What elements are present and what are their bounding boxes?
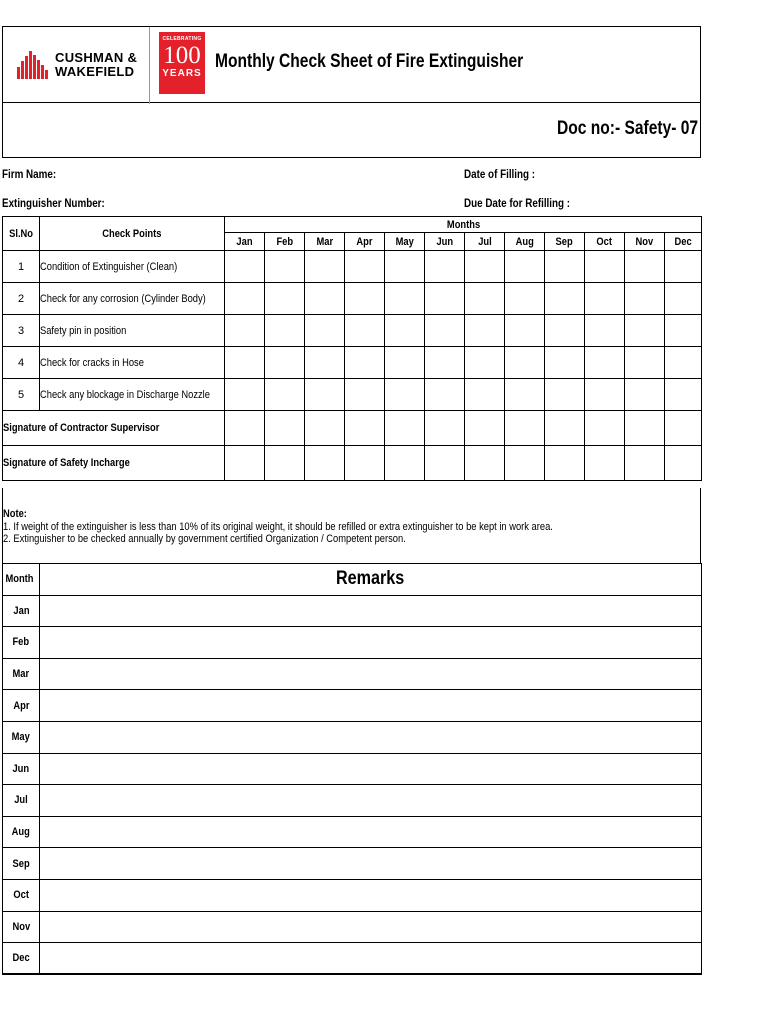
signature-cell[interactable]	[585, 411, 625, 446]
signature-cell[interactable]	[625, 411, 665, 446]
check-point-text: Condition of Extinguisher (Clean)	[40, 251, 225, 283]
note-section	[2, 488, 701, 564]
remarks-row	[3, 658, 702, 690]
month-header: Nov	[625, 233, 665, 251]
month-header: Feb	[265, 233, 305, 251]
logo-line1: CUSHMAN &	[55, 50, 138, 65]
check-cell[interactable]	[545, 347, 585, 379]
remarks-row	[3, 753, 702, 785]
check-cell[interactable]	[585, 251, 625, 283]
slno-header: Sl.No	[3, 217, 40, 251]
remarks-row	[3, 879, 702, 911]
remarks-month: Jun	[3, 753, 40, 785]
remarks-month-header: Month	[3, 564, 40, 596]
signature-cell[interactable]	[265, 411, 305, 446]
remarks-cell[interactable]	[40, 785, 702, 817]
check-cell[interactable]	[545, 379, 585, 411]
remarks-cell[interactable]	[40, 627, 702, 659]
row-number: 5	[3, 379, 40, 411]
check-cell[interactable]	[345, 379, 385, 411]
due-date-label: Due Date for Refilling :	[464, 196, 571, 210]
signature-cell[interactable]	[585, 446, 625, 481]
remarks-heading: Remarks	[40, 564, 702, 596]
centenary-badge	[159, 32, 205, 94]
check-cell[interactable]	[665, 251, 702, 283]
signature-cell[interactable]	[425, 446, 465, 481]
check-cell[interactable]	[625, 251, 665, 283]
note-line-1: 1. If weight of the extinguisher is less than 10% of its original weight, it should be refilled or extra extinguisher to be kept in work area.	[3, 520, 553, 533]
check-cell[interactable]	[305, 283, 345, 315]
check-cell[interactable]	[225, 347, 265, 379]
months-header: Months	[225, 217, 702, 233]
check-row	[3, 379, 702, 411]
firm-name-label: Firm Name:	[2, 167, 57, 181]
remarks-row	[3, 721, 702, 753]
remarks-month: Nov	[3, 911, 40, 943]
remarks-month: Mar	[3, 658, 40, 690]
note-heading: Note:	[3, 508, 27, 520]
check-cell[interactable]	[425, 379, 465, 411]
check-cell[interactable]	[305, 347, 345, 379]
remarks-row	[3, 848, 702, 880]
check-cell[interactable]	[265, 283, 305, 315]
check-cell[interactable]	[345, 283, 385, 315]
remarks-cell[interactable]	[40, 595, 702, 627]
remarks-month: Dec	[3, 943, 40, 975]
remarks-month: Apr	[3, 690, 40, 722]
check-cell[interactable]	[225, 315, 265, 347]
cushman-wakefield-logo	[15, 39, 145, 89]
check-cell[interactable]	[545, 315, 585, 347]
month-header: May	[385, 233, 425, 251]
signature-cell[interactable]	[625, 446, 665, 481]
check-cell[interactable]	[665, 379, 702, 411]
check-cell[interactable]	[265, 347, 305, 379]
check-cell[interactable]	[465, 315, 505, 347]
remarks-cell[interactable]	[40, 658, 702, 690]
check-cell[interactable]	[345, 315, 385, 347]
remarks-cell[interactable]	[40, 690, 702, 722]
check-point-text: Check for cracks in Hose	[40, 347, 225, 379]
signature-cell[interactable]	[385, 446, 425, 481]
check-point-text: Safety pin in position	[40, 315, 225, 347]
remarks-cell[interactable]	[40, 816, 702, 848]
safety-signature-label: Signature of Safety Incharge	[3, 446, 225, 481]
month-header: Dec	[665, 233, 702, 251]
check-cell[interactable]	[505, 347, 545, 379]
signature-cell[interactable]	[345, 446, 385, 481]
row-number: 2	[3, 283, 40, 315]
remarks-row	[3, 595, 702, 627]
remarks-month: Jan	[3, 595, 40, 627]
header-divider	[149, 27, 150, 104]
header	[2, 26, 701, 103]
check-cell[interactable]	[585, 283, 625, 315]
month-header: Aug	[505, 233, 545, 251]
check-cell[interactable]	[305, 379, 345, 411]
check-cell[interactable]	[305, 251, 345, 283]
check-cell[interactable]	[545, 283, 585, 315]
remarks-cell[interactable]	[40, 753, 702, 785]
check-cell[interactable]	[425, 283, 465, 315]
check-point-text: Check any blockage in Discharge Nozzle	[40, 379, 225, 411]
row-number: 1	[3, 251, 40, 283]
signature-cell[interactable]	[505, 446, 545, 481]
badge-number: 100	[163, 42, 201, 69]
check-cell[interactable]	[225, 283, 265, 315]
check-cell[interactable]	[625, 283, 665, 315]
check-row	[3, 283, 702, 315]
check-cell[interactable]	[385, 315, 425, 347]
signature-cell[interactable]	[465, 411, 505, 446]
remarks-row	[3, 690, 702, 722]
extinguisher-number-label: Extinguisher Number:	[2, 196, 105, 210]
signature-cell[interactable]	[225, 446, 265, 481]
check-row	[3, 315, 702, 347]
doc-number-row	[2, 103, 701, 158]
check-row	[3, 251, 702, 283]
remarks-month: Oct	[3, 879, 40, 911]
check-row	[3, 347, 702, 379]
signature-cell[interactable]	[345, 411, 385, 446]
page-title: Monthly Check Sheet of Fire Extinguisher	[215, 51, 524, 72]
check-cell[interactable]	[225, 379, 265, 411]
check-cell[interactable]	[665, 347, 702, 379]
logo-bars-icon	[17, 51, 51, 79]
remarks-month: May	[3, 721, 40, 753]
doc-number: Doc no:- Safety- 07	[556, 118, 698, 139]
signature-cell[interactable]	[265, 446, 305, 481]
remarks-row	[3, 785, 702, 817]
date-of-filling-label: Date of Filling :	[464, 167, 536, 181]
row-number: 4	[3, 347, 40, 379]
signature-cell[interactable]	[305, 411, 345, 446]
check-cell[interactable]	[585, 347, 625, 379]
check-cell[interactable]	[625, 347, 665, 379]
check-cell[interactable]	[465, 251, 505, 283]
check-cell[interactable]	[265, 315, 305, 347]
check-cell[interactable]	[385, 283, 425, 315]
check-cell[interactable]	[585, 315, 625, 347]
check-cell[interactable]	[425, 251, 465, 283]
remarks-row	[3, 627, 702, 659]
badge-bottom-text: YEARS	[162, 68, 202, 79]
remarks-month: Feb	[3, 627, 40, 659]
check-cell[interactable]	[505, 251, 545, 283]
signature-cell[interactable]	[225, 411, 265, 446]
signature-cell[interactable]	[665, 411, 702, 446]
check-cell[interactable]	[425, 347, 465, 379]
remarks-cell[interactable]	[40, 848, 702, 880]
check-cell[interactable]	[265, 379, 305, 411]
check-cell[interactable]	[265, 251, 305, 283]
check-cell[interactable]	[505, 315, 545, 347]
remarks-cell[interactable]	[40, 879, 702, 911]
row-number: 3	[3, 315, 40, 347]
check-cell[interactable]	[505, 379, 545, 411]
check-cell[interactable]	[665, 315, 702, 347]
signature-cell[interactable]	[665, 446, 702, 481]
note-line-2: 2. Extinguisher to be checked annually by government certified Organization / Competent person.	[3, 533, 406, 545]
check-cell[interactable]	[345, 251, 385, 283]
check-cell[interactable]	[505, 283, 545, 315]
month-header: Jan	[225, 233, 265, 251]
check-cell[interactable]	[305, 315, 345, 347]
check-cell[interactable]	[385, 347, 425, 379]
month-header: Jun	[425, 233, 465, 251]
check-cell[interactable]	[425, 315, 465, 347]
signature-cell[interactable]	[385, 411, 425, 446]
badge-top-text: CELEBRATING	[162, 36, 202, 42]
remarks-cell[interactable]	[40, 721, 702, 753]
signature-cell[interactable]	[465, 446, 505, 481]
check-cell[interactable]	[345, 347, 385, 379]
check-cell[interactable]	[625, 315, 665, 347]
remarks-cell[interactable]	[40, 943, 702, 975]
month-header: Jul	[465, 233, 505, 251]
month-header: Mar	[305, 233, 345, 251]
signature-cell[interactable]	[545, 411, 585, 446]
signature-cell[interactable]	[505, 411, 545, 446]
contractor-signature-label: Signature of Contractor Supervisor	[3, 411, 225, 446]
checkpoints-header: Check Points	[40, 217, 225, 251]
check-cell[interactable]	[385, 379, 425, 411]
signature-row	[3, 446, 702, 481]
remarks-month: Jul	[3, 785, 40, 817]
check-cell[interactable]	[225, 251, 265, 283]
month-header: Oct	[585, 233, 625, 251]
signature-row	[3, 411, 702, 446]
remarks-month: Aug	[3, 816, 40, 848]
month-header: Sep	[545, 233, 585, 251]
remarks-row	[3, 943, 702, 975]
check-cell[interactable]	[625, 379, 665, 411]
remarks-row	[3, 911, 702, 943]
signature-cell[interactable]	[305, 446, 345, 481]
logo-line2: WAKEFIELD	[55, 64, 135, 79]
check-cell[interactable]	[465, 283, 505, 315]
check-cell[interactable]	[465, 379, 505, 411]
remarks-month: Sep	[3, 848, 40, 880]
check-cell[interactable]	[465, 347, 505, 379]
signature-cell[interactable]	[425, 411, 465, 446]
remarks-table	[2, 563, 702, 975]
check-cell[interactable]	[665, 283, 702, 315]
check-point-text: Check for any corrosion (Cylinder Body)	[40, 283, 225, 315]
remarks-row	[3, 816, 702, 848]
check-table	[2, 216, 702, 481]
signature-cell[interactable]	[545, 446, 585, 481]
check-cell[interactable]	[545, 251, 585, 283]
check-cell[interactable]	[585, 379, 625, 411]
remarks-cell[interactable]	[40, 911, 702, 943]
check-cell[interactable]	[385, 251, 425, 283]
month-header: Apr	[345, 233, 385, 251]
